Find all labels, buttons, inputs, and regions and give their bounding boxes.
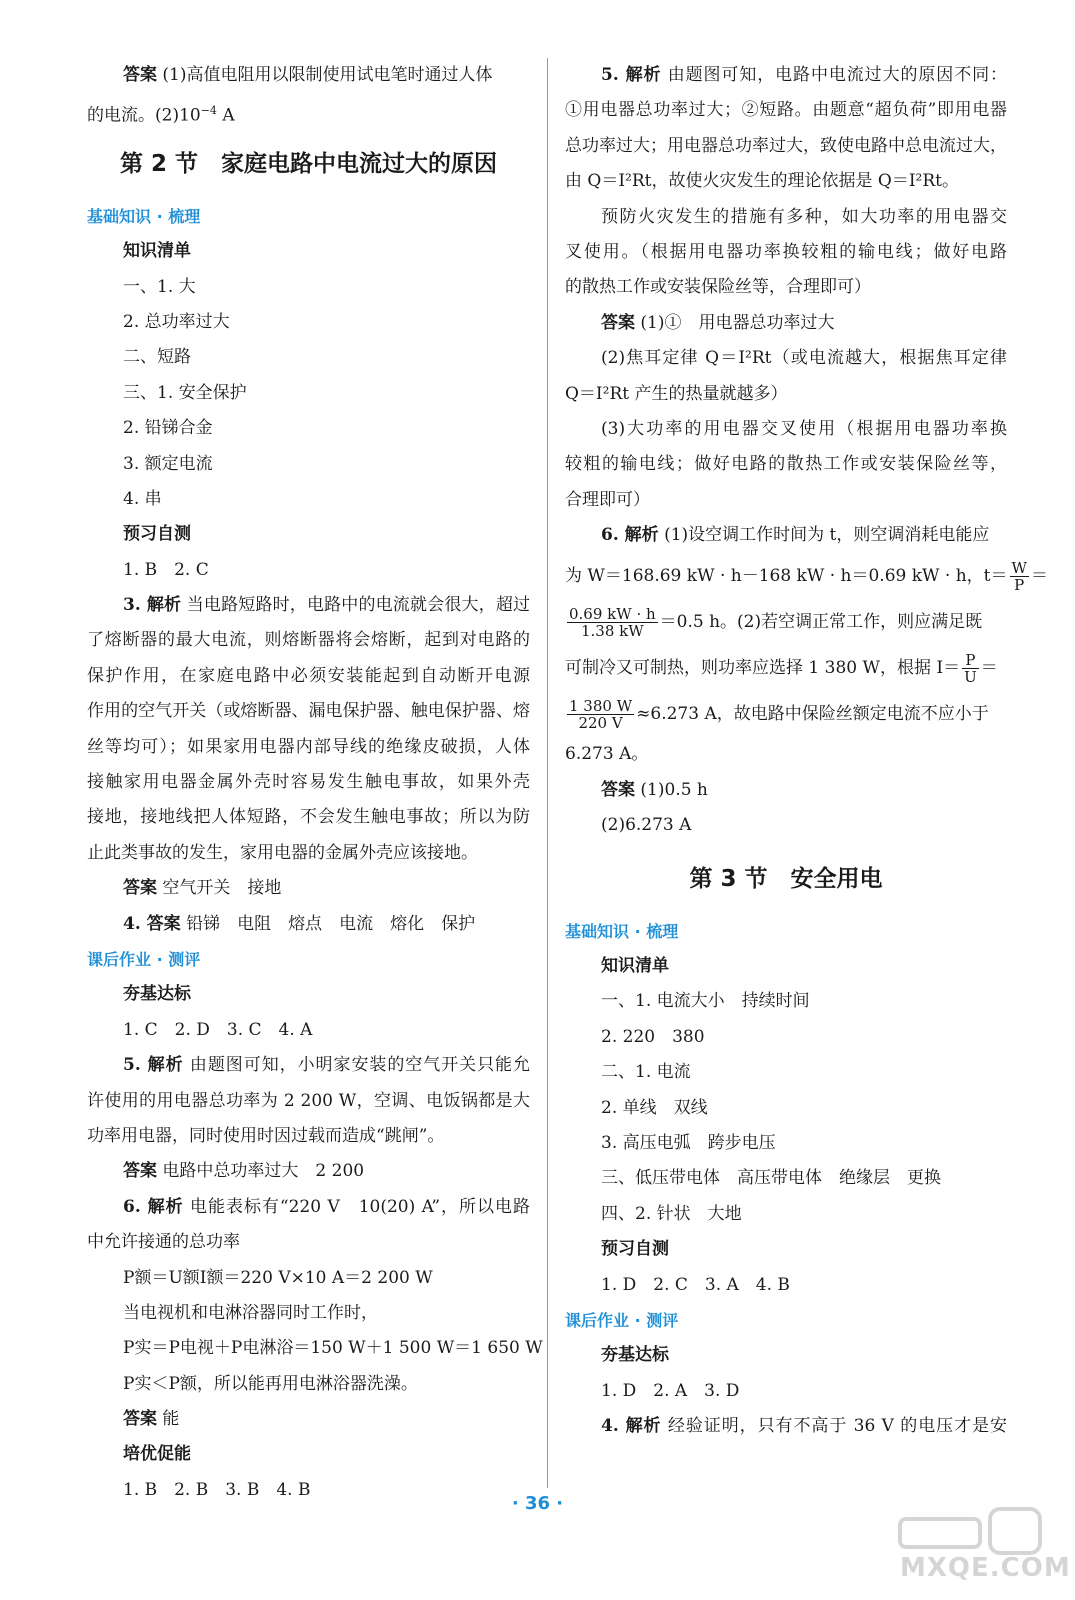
explanation-line	[565, 1409, 1007, 1444]
knowledge-item: 2. 总功率过大	[123, 311, 230, 332]
formula-text: 为 W＝168.69 kW · h－168 kW · h＝0.69 kW · h，t＝	[565, 566, 1008, 587]
knowledge-item: 三、1. 安全保护	[123, 382, 247, 403]
explanation-line	[87, 1190, 530, 1225]
answer-line: 较粗的输电线；做好电路的散热工作或安装保险丝等，	[565, 454, 1007, 475]
answer-label: 答案	[123, 1161, 157, 1182]
explanation-line: 6.273 A。	[565, 744, 649, 765]
subheading-knowledge-list: 知识清单	[601, 956, 669, 977]
answer-line	[87, 907, 530, 942]
fraction-denominator: P	[1014, 576, 1025, 595]
answer-text: (1)高值电阻用以限制使用试电笔时通过人体	[162, 65, 493, 85]
section-heading-basics: 基础知识 · 梳理	[565, 921, 679, 941]
page-number: · 36 ·	[511, 1493, 564, 1514]
subheading-knowledge-list: 知识清单	[123, 241, 191, 262]
left-column	[87, 58, 543, 1508]
subheading-basic-mastery: 夯基达标	[601, 1345, 669, 1366]
fraction-denominator: U	[964, 668, 977, 687]
answer-line: 合理即可）	[565, 489, 650, 510]
formula-line	[565, 553, 1048, 599]
knowledge-item: 2. 单线 双线	[601, 1097, 708, 1118]
answer-text: 的电流。(2)10	[87, 106, 201, 127]
explanation-line: 了熔断器的最大电流，则熔断器将会熔断，起到对电路的	[87, 630, 530, 651]
answer-list: 1. C 2. D 3. C 4. A	[123, 1019, 313, 1040]
fraction	[567, 698, 634, 731]
fraction-numerator: 1 380 W	[569, 697, 633, 716]
section-title: 第 3 节 安全用电	[689, 865, 883, 892]
knowledge-item: 一、1. 大	[123, 276, 196, 297]
knowledge-item: 四、2. 针状 大地	[601, 1203, 742, 1224]
answer-line	[87, 1154, 530, 1189]
knowledge-item: 2. 铅锑合金	[123, 418, 213, 439]
formula-line: P实＝P电视＋P电淋浴＝150 W＋1 500 W＝1 650 W	[123, 1338, 543, 1359]
fraction	[962, 652, 979, 685]
formula-line	[565, 599, 1007, 645]
explanation-line: 止此类事故的发生，家用电器的金属外壳应该接地。	[87, 842, 478, 863]
question-label: 3. 解析	[123, 595, 182, 616]
watermark-logo	[870, 1505, 1071, 1595]
explanation-line: ①用电器总功率过大；②短路。由题意“超负荷”即用电器	[565, 100, 1007, 121]
explanation-line: 接地，接地线把人体短路，不会发生触电事故；所以为防	[87, 807, 530, 828]
answer-label: 答案	[123, 65, 157, 85]
watermark-text: MXQE.COM	[900, 1553, 1071, 1583]
answer-text: (1)0.5 h	[640, 779, 708, 800]
explanation-line: 功率用电器，同时使用时因过载而造成“跳闸”。	[87, 1125, 445, 1146]
answer-line: Q＝I²Rt 产生的热量就越多）	[565, 383, 788, 404]
explanation-text: 由题图可知，小明家安装的空气开关只能允	[189, 1055, 530, 1076]
subheading-basic-mastery: 夯基达标	[123, 984, 191, 1005]
formula-text: ＝	[980, 658, 998, 679]
section-heading-homework: 课后作业 · 测评	[87, 949, 201, 969]
explanation-line	[87, 1048, 530, 1083]
section-heading-basics: 基础知识 · 梳理	[87, 206, 201, 226]
section-heading-homework: 课后作业 · 测评	[565, 1310, 679, 1330]
explanation-text: 当电路短路时，电路中的电流就会很大，超过	[186, 595, 530, 616]
formula-line	[565, 691, 1007, 737]
question-label: 5. 解析	[123, 1055, 184, 1076]
question-label: 6. 解析	[123, 1196, 184, 1217]
explanation-line: 接触家用电器金属外壳时容易发生触电事故，如果外壳	[87, 772, 530, 793]
answer-list: 1. B 2. B 3. B 4. B	[123, 1479, 311, 1500]
fraction	[1010, 560, 1029, 593]
answer-line: (2)6.273 A	[601, 815, 692, 836]
answer-text: 空气开关 接地	[162, 878, 282, 899]
explanation-line: 叉使用。（根据用电器功率换较粗的输电线；做好电路	[565, 241, 1007, 262]
fraction-denominator: 220 V	[578, 714, 623, 733]
knowledge-item: 2. 220 380	[601, 1026, 705, 1047]
formula-text: ＝0.5 h。(2)若空调正常工作，则应满足既	[659, 612, 983, 633]
knowledge-item: 二、短路	[123, 347, 191, 368]
explanation-line: 当电视机和电淋浴器同时工作时，	[123, 1302, 378, 1323]
formula-line	[565, 645, 1007, 691]
answer-line	[87, 93, 530, 128]
fraction-numerator: P	[962, 652, 979, 669]
explanation-text: 电能表标有“220 V 10(20) A”，所以电路	[190, 1196, 530, 1217]
answer-list: 1. D 2. A 3. D	[601, 1380, 740, 1401]
answer-list: 1. D 2. C 3. A 4. B	[601, 1274, 790, 1295]
question-label: 4. 解析	[601, 1416, 662, 1437]
column-divider	[547, 58, 548, 1488]
knowledge-item: 二、1. 电流	[601, 1062, 691, 1083]
answer-line	[565, 306, 1007, 341]
explanation-line: 作用的空气开关（或熔断器、漏电保护器、触电保护器、熔	[87, 701, 530, 722]
fraction-denominator: 1.38 kW	[580, 622, 644, 641]
formula-line: P额＝U额I额＝220 V×10 A＝2 200 W	[123, 1267, 433, 1288]
explanation-line: 丝等均可）；如果家用电器内部导线的绝缘皮破损，人体	[87, 736, 530, 757]
explanation-text: 由题图可知，电路中电流过大的原因不同：	[667, 65, 1007, 85]
explanation-line: 预防火灾发生的措施有多种，如大功率的用电器交	[601, 206, 1007, 227]
knowledge-item: 3. 高压电弧 跨步电压	[601, 1132, 776, 1153]
answer-line: (2)焦耳定律 Q＝I²Rt（或电流越大，根据焦耳定律	[601, 348, 1007, 369]
explanation-text: 经验证明，只有不高于 36 V 的电压才是安	[667, 1416, 1007, 1437]
answer-label: 答案	[601, 779, 635, 800]
right-column	[565, 58, 1048, 1445]
explanation-line: P实＜P额，所以能再用电淋浴器洗澡。	[123, 1373, 418, 1394]
subheading-preview-test: 预习自测	[601, 1239, 669, 1260]
answer-text: 电路中总功率过大 2 200	[162, 1161, 365, 1182]
explanation-line: 许使用的用电器总功率为 2 200 W，空调、电饭锅都是大	[87, 1090, 530, 1111]
answer-line: (3)大功率的用电器交叉使用（根据用电器功率换	[601, 418, 1007, 439]
subheading-advanced: 培优促能	[123, 1444, 191, 1465]
answer-text: A	[216, 106, 235, 127]
explanation-line: 总功率过大；用电器总功率过大，致使电路中总电流过大，	[565, 135, 1007, 156]
answer-line	[87, 1402, 530, 1437]
explanation-text: (1)设空调工作时间为 t，则空调消耗电能应	[664, 525, 990, 546]
explanation-line: 中允许接通的总功率	[87, 1232, 240, 1253]
answer-list: 1. B 2. C	[123, 559, 209, 580]
answer-label: 答案	[601, 312, 635, 333]
subheading-preview-test: 预习自测	[123, 524, 191, 545]
knowledge-item: 一、1. 电流大小 持续时间	[601, 991, 810, 1012]
answer-line	[87, 871, 530, 906]
knowledge-item: 3. 额定电流	[123, 453, 213, 474]
explanation-line	[87, 588, 530, 623]
knowledge-item: 4. 串	[123, 488, 162, 509]
fraction	[567, 606, 658, 639]
answer-text: 能	[162, 1409, 180, 1430]
formula-text: ≈6.273 A，故电路中保险丝额定电流不应小于	[636, 704, 989, 725]
answer-line	[565, 773, 1007, 808]
answer-text: 铅锑 电阻 熔点 电流 熔化 保护	[186, 913, 476, 934]
question-label: 6. 解析	[601, 525, 659, 546]
answer-label: 答案	[123, 1409, 157, 1430]
formula-text: 可制冷又可制热，则功率应选择 1 380 W，根据 I＝	[565, 658, 961, 679]
formula-text: ＝	[1030, 566, 1048, 587]
explanation-line	[565, 58, 1007, 93]
answer-label: 答案	[123, 878, 157, 899]
answer-label: 4. 答案	[123, 913, 181, 934]
fraction-numerator: W	[1011, 559, 1027, 578]
question-label: 5. 解析	[601, 65, 662, 85]
answer-text: (1)① 用电器总功率过大	[640, 312, 835, 333]
fraction-numerator: 0.69 kW · h	[569, 605, 656, 624]
explanation-line: 保护作用，在家庭电路中必须安装能起到自动断开电源	[87, 665, 530, 686]
answer-line	[87, 58, 530, 93]
exponent: −4	[200, 104, 217, 118]
explanation-line: 由 Q＝I²Rt，故使火灾发生的理论依据是 Q＝I²Rt。	[565, 171, 960, 192]
explanation-line	[565, 518, 1007, 553]
section-title: 第 2 节 家庭电路中电流过大的原因	[119, 150, 498, 177]
knowledge-item: 三、低压带电体 高压带电体 绝缘层 更换	[601, 1168, 941, 1189]
explanation-line: 的散热工作或安装保险丝等，合理即可）	[565, 277, 871, 298]
